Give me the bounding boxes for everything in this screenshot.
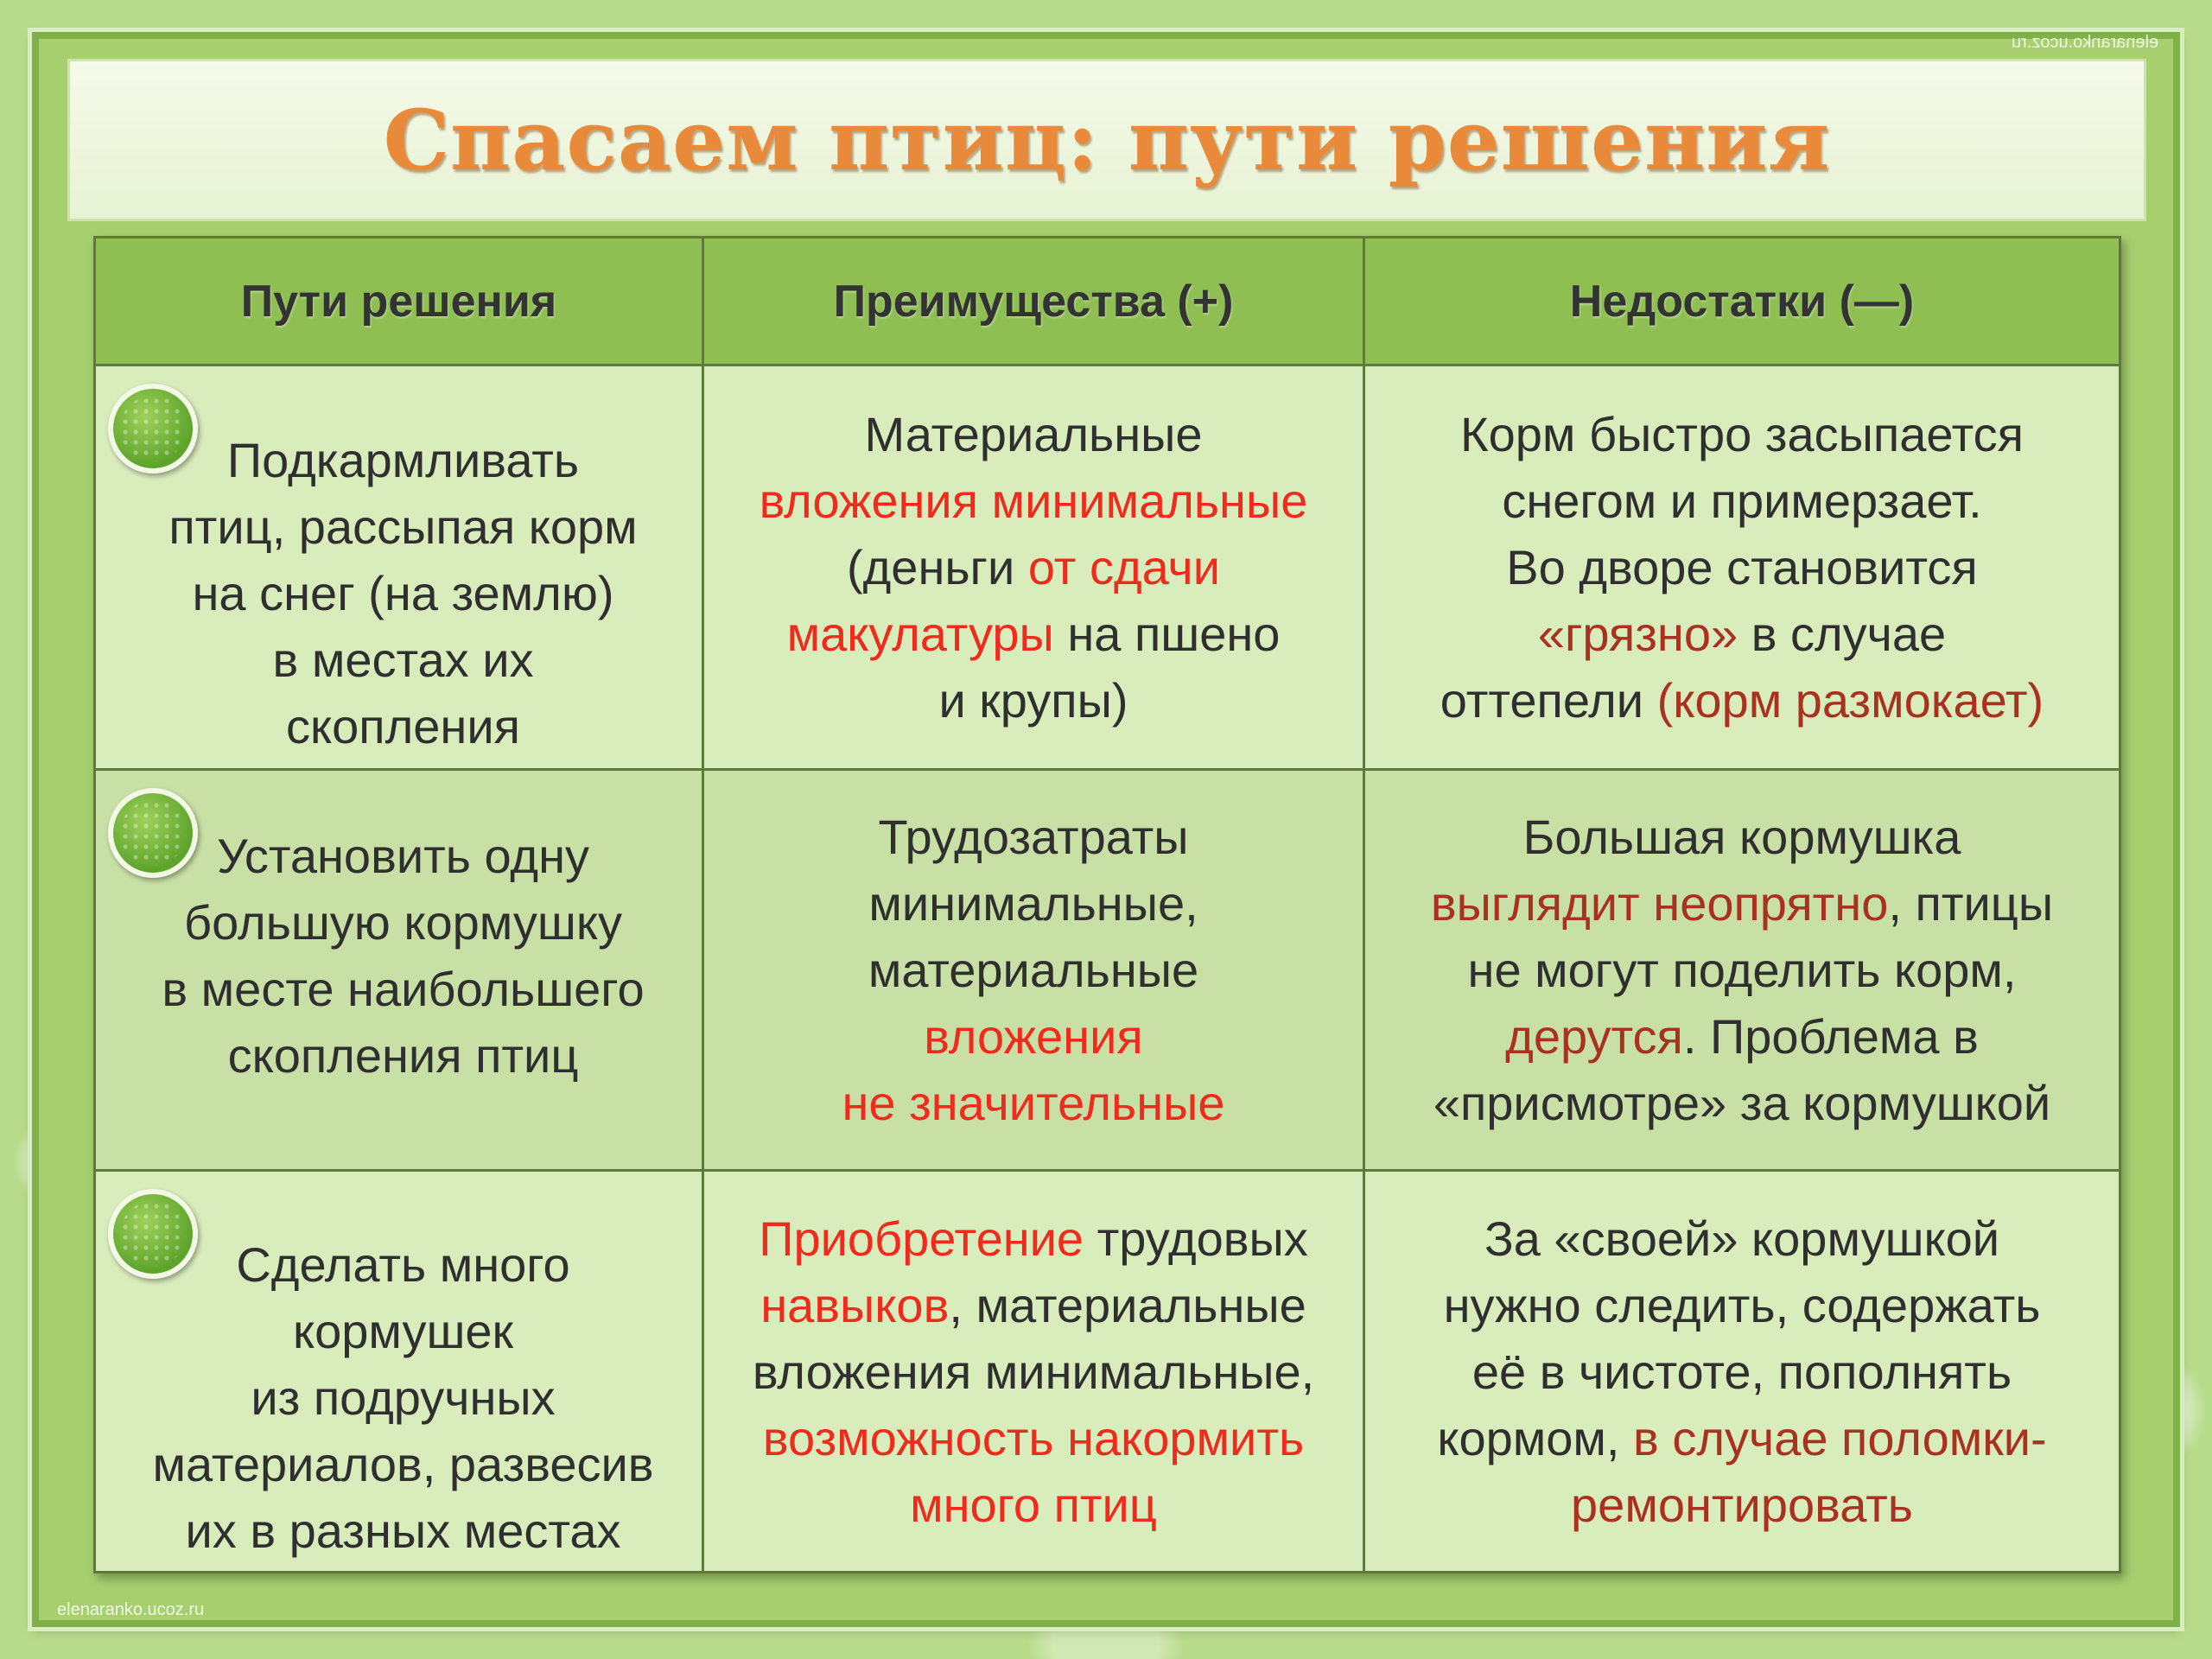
text-span: . Проблема в	[1682, 1009, 1979, 1064]
solutions-table	[93, 236, 2121, 1573]
text-line: минимальные,	[868, 876, 1198, 931]
advantages-cell	[703, 1171, 1364, 1573]
text-line: её в чистоте, пополнять	[1471, 1344, 2012, 1399]
text-line: Сделать много	[236, 1236, 570, 1292]
highlight-text: «грязно»	[1537, 607, 1738, 661]
advantages-cell	[703, 770, 1364, 1171]
text-line: Установить одну	[217, 829, 589, 883]
text-line: кормушек	[292, 1303, 514, 1358]
text-line	[713, 1205, 1354, 1272]
text-span: на пшено	[1053, 607, 1281, 661]
text-span: кормом,	[1437, 1410, 1634, 1465]
text-line: Трудозатраты	[878, 810, 1189, 864]
text-line: и крупы)	[938, 673, 1128, 728]
solution-cell	[95, 770, 703, 1171]
solution-cell	[95, 365, 703, 770]
text-line: не могут поделить корм,	[1467, 943, 2017, 997]
green-dot-icon	[108, 788, 198, 878]
green-dot-icon	[108, 1189, 198, 1279]
text-line: материалов, развесив	[152, 1436, 654, 1491]
table-row	[95, 365, 2120, 770]
highlight-text: (корм размокает)	[1656, 673, 2044, 728]
text-line: Подкармливать	[226, 433, 580, 487]
text-line: их в разных местах	[185, 1503, 621, 1558]
text-line	[1374, 1003, 2110, 1070]
text-line: Большая кормушка	[1522, 810, 1961, 864]
text-line: вложения минимальные,	[752, 1344, 1315, 1399]
text-line: За «своей» кормушкой	[1484, 1211, 2000, 1266]
text-line: скопления	[286, 699, 520, 753]
text-span: , материальные	[949, 1277, 1306, 1332]
text-line: снегом и примерзает.	[1502, 474, 1982, 528]
text-line: материальные	[868, 943, 1199, 997]
highlight-text: вложения	[924, 1009, 1143, 1064]
highlight-text: Приобретение	[759, 1211, 1084, 1266]
table-row	[95, 1171, 2120, 1573]
text-line	[1374, 870, 2110, 937]
highlight-text: макулатуры	[786, 607, 1054, 661]
watermark-top: elenaranko.ucoz.ru	[2011, 33, 2158, 52]
text-line	[713, 601, 1354, 667]
highlight-text: ремонтировать	[1571, 1477, 1913, 1532]
text-line	[1374, 1405, 2110, 1471]
text-line: в местах их	[272, 632, 534, 687]
text-line: на снег (на землю)	[192, 566, 614, 620]
text-line: скопления птиц	[227, 1028, 579, 1083]
text-span: , птицы	[1888, 876, 2054, 931]
text-span: оттепели	[1440, 673, 1657, 728]
text-line: Во дворе становится	[1506, 540, 1978, 594]
highlight-text: вложения минимальные	[759, 474, 1308, 528]
header-advantages: Преимущества (+)	[703, 238, 1364, 365]
highlight-text: не значительные	[842, 1076, 1225, 1130]
text-line: Корм быстро засыпается	[1460, 407, 2024, 461]
text-line: в месте наибольшего	[162, 962, 645, 1016]
text-line: нужно следить, содержать	[1443, 1277, 2041, 1332]
watermark-bottom: elenaranko.ucoz.ru	[57, 1600, 205, 1619]
disadvantages-cell	[1364, 770, 2120, 1171]
text-line	[713, 1272, 1354, 1338]
highlight-text: в случае поломки-	[1633, 1410, 2047, 1465]
highlight-text: выглядит неопрятно	[1430, 876, 1889, 931]
solution-cell	[95, 1171, 703, 1573]
title-band	[67, 59, 2146, 221]
highlight-text: много птиц	[910, 1477, 1157, 1532]
text-span: (деньги	[846, 540, 1028, 594]
text-line	[713, 534, 1354, 601]
text-line	[1374, 601, 2110, 667]
advantages-cell	[703, 365, 1364, 770]
header-solutions: Пути решения	[95, 238, 703, 365]
highlight-text: дерутся	[1505, 1009, 1683, 1064]
highlight-text: возможность накормить	[762, 1410, 1305, 1465]
table-row	[95, 770, 2120, 1171]
green-dot-icon	[108, 384, 198, 474]
text-line: «присмотре» за кормушкой	[1433, 1076, 2051, 1130]
text-line	[1374, 667, 2110, 734]
header-disadvantages: Недостатки (—)	[1364, 238, 2120, 365]
disadvantages-cell	[1364, 1171, 2120, 1573]
text-line: птиц, рассыпая корм	[168, 499, 638, 554]
text-line: Материальные	[864, 407, 1203, 461]
disadvantages-cell	[1364, 365, 2120, 770]
highlight-text: от сдачи	[1027, 540, 1220, 594]
text-span: в случае	[1738, 607, 1947, 661]
highlight-text: навыков	[760, 1277, 950, 1332]
text-line: большую кормушку	[184, 895, 622, 950]
text-line: из подручных	[251, 1370, 556, 1425]
page-title: Спасаем птиц: пути решения	[383, 91, 1831, 189]
header-row	[95, 238, 2120, 365]
text-span: трудовых	[1084, 1211, 1308, 1266]
